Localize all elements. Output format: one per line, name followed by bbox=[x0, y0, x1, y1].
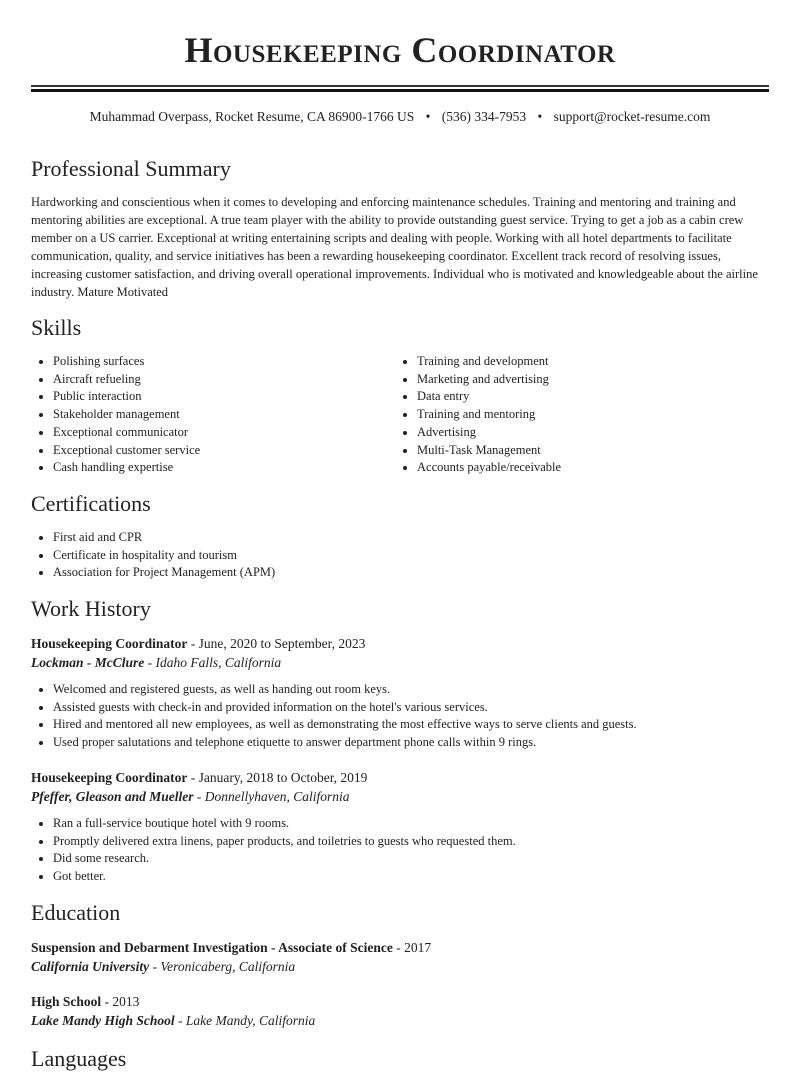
education-entry bbox=[31, 992, 769, 1030]
bullet-separator-icon: • bbox=[537, 109, 543, 124]
education-entry bbox=[31, 938, 769, 976]
job-dates: - June, 2020 to September, 2023 bbox=[187, 636, 366, 652]
job-entry bbox=[31, 768, 769, 886]
work-history-section bbox=[31, 595, 769, 886]
skill-item: • Training and development bbox=[417, 353, 759, 371]
skill-item: • Aircraft refueling bbox=[53, 371, 395, 389]
skill-item: • Multi-Task Management bbox=[417, 442, 759, 460]
contact-email: support@rocket-resume.com bbox=[553, 109, 711, 124]
education-location: - Lake Mandy, California bbox=[174, 1012, 316, 1028]
certifications-list bbox=[31, 529, 769, 582]
job-bullet: • Promptly delivered extra linens, paper products, and toiletries to guests who requested them. bbox=[53, 833, 769, 851]
section-heading-certifications: Certifications bbox=[31, 490, 151, 516]
job-company: Pfeffer, Gleason and Mueller bbox=[31, 788, 194, 804]
skill-item: • Advertising bbox=[417, 424, 759, 442]
education-institution bbox=[31, 1011, 769, 1030]
job-bullet: • Hired and mentored all new employees, as well as demonstrating the most effective ways to serve clients and guests. bbox=[53, 716, 769, 734]
job-bullet: • Welcomed and registered guests, as well as handing out room keys. bbox=[53, 681, 769, 699]
job-bullet: • Ran a full-service boutique hotel with 9 rooms. bbox=[53, 815, 769, 833]
certification-item: • Certificate in hospitality and tourism bbox=[53, 547, 769, 565]
skills-section bbox=[31, 314, 769, 477]
contact-line bbox=[31, 108, 769, 126]
skill-item: • Training and mentoring bbox=[417, 406, 759, 424]
section-heading-skills: Skills bbox=[31, 315, 82, 340]
skills-column-right bbox=[395, 353, 759, 477]
skills-grid bbox=[31, 353, 769, 477]
job-bullet: • Used proper salutations and telephone etiquette to answer department phone calls within 9 rings. bbox=[53, 734, 769, 752]
skill-item: • Public interaction bbox=[53, 388, 395, 406]
education-section bbox=[31, 899, 769, 1030]
job-title: Housekeeping Coordinator bbox=[31, 769, 188, 785]
section-heading-languages: Languages bbox=[31, 1045, 127, 1071]
skill-item: • Polishing surfaces bbox=[53, 353, 395, 371]
bullet-separator-icon: • bbox=[425, 109, 431, 124]
skill-item: • Stakeholder management bbox=[53, 406, 395, 424]
education-school: Lake Mandy High School bbox=[31, 1012, 175, 1028]
education-year: - 2013 bbox=[101, 993, 140, 1009]
education-degree: High School bbox=[31, 993, 102, 1009]
skill-item: • Accounts payable/receivable bbox=[417, 459, 759, 477]
resume-title: Housekeeping Coordinator bbox=[184, 30, 616, 70]
skill-item: • Marketing and advertising bbox=[417, 371, 759, 389]
job-location: - Donnellyhaven, California bbox=[193, 788, 350, 804]
education-year: - 2017 bbox=[392, 939, 432, 955]
section-heading-education: Education bbox=[31, 899, 121, 925]
certification-item: • Association for Project Management (APM) bbox=[53, 564, 769, 582]
job-company: Lockman - McClure bbox=[31, 655, 145, 671]
section-heading-work-history: Work History bbox=[31, 596, 151, 622]
contact-address: Muhammad Overpass, Rocket Resume, CA 86900-1766 US bbox=[89, 109, 415, 124]
certification-item: • First aid and CPR bbox=[53, 529, 769, 547]
summary-section bbox=[31, 155, 769, 301]
title-divider bbox=[31, 85, 769, 92]
job-dates: - January, 2018 to October, 2019 bbox=[187, 769, 368, 785]
skill-item: • Cash handling expertise bbox=[53, 459, 395, 477]
section-heading-summary: Professional Summary bbox=[31, 156, 231, 181]
education-heading bbox=[31, 938, 769, 957]
contact-phone: (536) 334-7953 bbox=[441, 109, 527, 124]
job-bullet: • Did some research. bbox=[53, 850, 769, 868]
job-heading bbox=[31, 768, 769, 787]
summary-text: Hardworking and conscientious when it comes to developing and enforcing maintenance schedules. Training and mentoring and training and mentoring abilities are exceptional. A true team player with the ability to provide outstanding guest service. Trying to get a job as a cabin crew member on a US carrier. Exceptional at writing entertaining scripts and dealing with people. Working with all hotel departments to facilitate communication, quality, and service initiatives has been a rewarding housekeeping coordinator. Excellent track record of resolving issues, increasing customer satisfaction, and driving overall operational improvements. Individual who is motivated and knowledgeable about the airline industry. Mature Motivated bbox=[31, 195, 758, 299]
job-employer bbox=[31, 787, 769, 806]
education-heading bbox=[31, 992, 769, 1011]
job-bullet: • Got better. bbox=[53, 868, 769, 886]
education-location: - Veronicaberg, California bbox=[149, 958, 296, 974]
job-bullets bbox=[31, 681, 769, 752]
languages-section bbox=[31, 1045, 769, 1073]
education-school: California University bbox=[31, 958, 150, 974]
skill-item: • Data entry bbox=[417, 388, 759, 406]
skill-item: • Exceptional communicator bbox=[53, 424, 395, 442]
job-employer bbox=[31, 653, 769, 672]
skill-item: • Exceptional customer service bbox=[53, 442, 395, 460]
education-institution bbox=[31, 957, 769, 976]
skills-column-left bbox=[31, 353, 395, 477]
job-title: Housekeeping Coordinator bbox=[31, 636, 188, 652]
job-entry bbox=[31, 634, 769, 752]
job-bullets bbox=[31, 815, 769, 886]
job-location: - Idaho Falls, California bbox=[144, 655, 282, 671]
certifications-section bbox=[31, 490, 769, 582]
job-bullet: • Assisted guests with check-in and provided information on the hotel's various services. bbox=[53, 699, 769, 717]
job-heading bbox=[31, 634, 769, 653]
education-degree: Suspension and Debarment Investigation - Associate of Science bbox=[31, 939, 393, 955]
